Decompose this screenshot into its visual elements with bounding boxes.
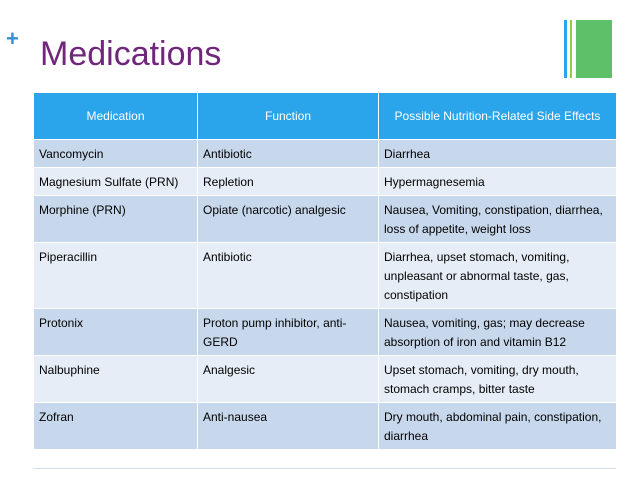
cell-medication: Protonix (34, 309, 198, 356)
cell-side-effects: Diarrhea, upset stomach, vomiting, unpleasant or abnormal taste, gas, constipation (379, 243, 617, 309)
cell-medication: Magnesium Sulfate (PRN) (34, 168, 198, 196)
cell-medication: Nalbuphine (34, 356, 198, 403)
cell-medication: Piperacillin (34, 243, 198, 309)
medications-table (33, 92, 617, 450)
plus-icon: + (6, 26, 19, 51)
cell-function: Repletion (198, 168, 379, 196)
cell-side-effects: Nausea, vomiting, gas; may decrease absorption of iron and vitamin B12 (379, 309, 617, 356)
table-row (34, 243, 617, 309)
table-row (34, 140, 617, 168)
cell-side-effects: Hypermagnesemia (379, 168, 617, 196)
accent-bar-green (576, 20, 612, 78)
cell-side-effects: Nausea, Vomiting, constipation, diarrhea, loss of appetite, weight loss (379, 196, 617, 243)
cell-side-effects: Diarrhea (379, 140, 617, 168)
cell-function: Proton pump inhibitor, anti-GERD (198, 309, 379, 356)
table-row (34, 196, 617, 243)
cell-side-effects: Upset stomach, vomiting, dry mouth, stomach cramps, bitter taste (379, 356, 617, 403)
table-row (34, 356, 617, 403)
cell-function: Anti-nausea (198, 403, 379, 450)
cell-side-effects: Dry mouth, abdominal pain, constipation, diarrhea (379, 403, 617, 450)
cell-medication: Morphine (PRN) (34, 196, 198, 243)
header-function: Function (198, 93, 379, 140)
cell-medication: Vancomycin (34, 140, 198, 168)
table-row (34, 168, 617, 196)
table-row (34, 309, 617, 356)
table-header-row (34, 93, 617, 140)
cell-function: Antibiotic (198, 140, 379, 168)
cell-medication: Zofran (34, 403, 198, 450)
cell-function: Opiate (narcotic) analgesic (198, 196, 379, 243)
cell-function: Analgesic (198, 356, 379, 403)
table-row (34, 403, 617, 450)
accent-bar-light-green (570, 20, 572, 78)
header-medication: Medication (34, 93, 198, 140)
cell-function: Antibiotic (198, 243, 379, 309)
header-side-effects: Possible Nutrition-Related Side Effects (379, 93, 617, 140)
table-bottom-rule (33, 468, 616, 469)
accent-bar-blue (564, 20, 567, 78)
slide-title: Medications (40, 35, 222, 73)
